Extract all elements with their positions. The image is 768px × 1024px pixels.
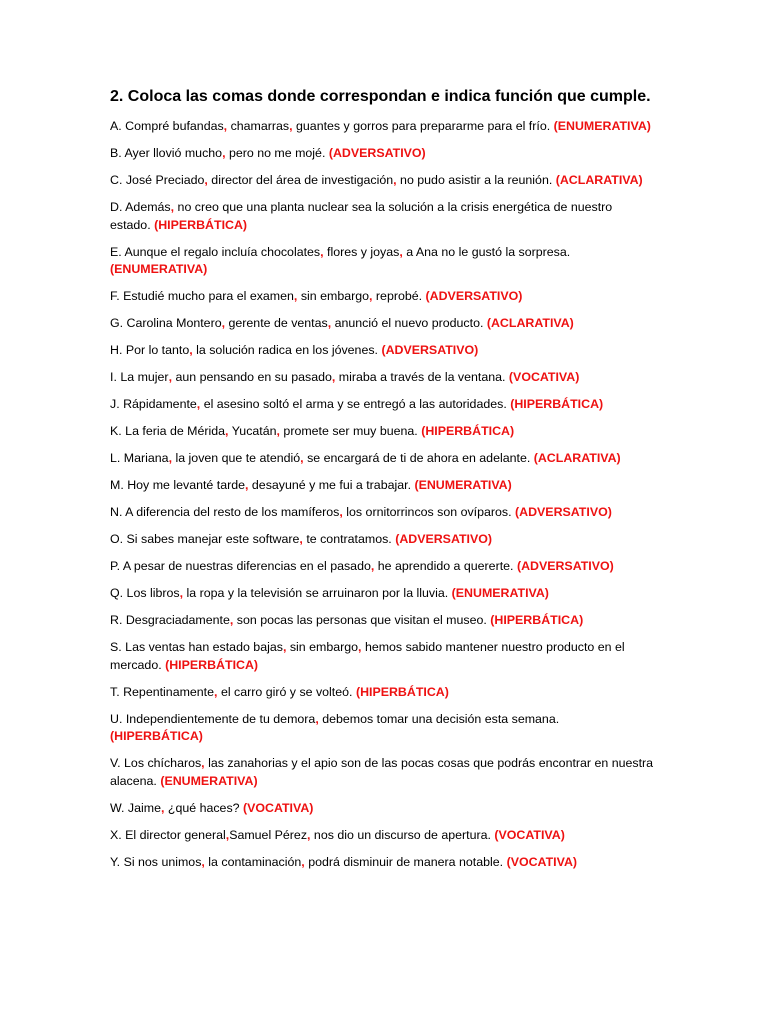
function-tag: (HIPERBÁTICA) <box>421 424 515 438</box>
exercise-item <box>110 315 655 333</box>
exercise-item <box>110 684 655 702</box>
sentence-text: Yucatán <box>231 424 277 438</box>
function-tag: (HIPERBÁTICA) <box>490 613 584 627</box>
item-letter: E. <box>110 244 122 259</box>
sentence-text: Por lo tanto <box>125 343 190 357</box>
sentence-text: Mariana <box>123 451 169 465</box>
inserted-comma: , <box>320 244 324 259</box>
exercise-item <box>110 531 655 549</box>
sentence-text: Carolina Montero <box>126 316 222 330</box>
function-tag: (ENUMERATIVA) <box>160 773 258 788</box>
inserted-comma: , <box>201 756 205 770</box>
exercise-item <box>110 369 655 387</box>
item-letter: A. <box>110 119 122 133</box>
function-tag: (HIPERBÁTICA) <box>510 397 604 411</box>
function-tag: (ENUMERATIVA) <box>110 262 208 276</box>
exercise-item <box>110 854 655 872</box>
sentence-text: La feria de Mérida <box>125 424 226 438</box>
sentence-text: las zanahorias y el apio son de las pocas cosas que podrás encontrar en nuestra alacena. <box>110 756 654 788</box>
sentence-text: la joven que te atendió <box>175 451 301 465</box>
item-letter: T. <box>110 684 120 699</box>
inserted-comma: , <box>168 370 173 384</box>
exercise-item <box>110 423 655 441</box>
inserted-comma: , <box>170 200 175 214</box>
exercise-item <box>110 118 655 136</box>
exercise-item <box>110 172 655 190</box>
sentence-text: director del área de investigación <box>211 173 394 187</box>
sentence-text: reprobé. <box>375 289 423 303</box>
function-tag: (ADVERSATIVO) <box>515 505 612 519</box>
sentence-text: la ropa y la televisión se arruinaron por la lluvia. <box>186 586 449 600</box>
item-letter: U. <box>110 711 123 726</box>
item-letter: S. <box>110 640 122 654</box>
sentence-text: te contratamos. <box>306 532 392 546</box>
item-letter: O. <box>110 532 124 546</box>
document-page <box>110 86 655 881</box>
sentence-text: José Preciado <box>125 173 205 187</box>
inserted-comma: , <box>315 711 319 726</box>
inserted-comma: , <box>229 613 234 627</box>
exercise-item <box>110 288 655 306</box>
item-letter: I. <box>110 370 117 384</box>
sentence-text: se encargará de ti de ahora en adelante. <box>307 451 531 465</box>
inserted-comma: , <box>179 586 184 600</box>
inserted-comma: , <box>225 827 230 842</box>
exercise-item <box>110 145 655 163</box>
item-letter: Y. <box>110 854 121 869</box>
inserted-comma: , <box>399 244 403 259</box>
exercise-item <box>110 558 655 576</box>
exercise-title: 2. Coloca las comas donde correspondan e indica función que cumple. <box>110 88 651 105</box>
sentence-text: Jaime <box>127 800 161 815</box>
exercise-item <box>110 827 655 845</box>
sentence-text: podrá disminuir de manera notable. <box>308 854 504 869</box>
inserted-comma: , <box>223 119 228 133</box>
sentence-text: El director general <box>125 827 226 842</box>
exercise-item <box>110 450 655 468</box>
inserted-comma: , <box>299 532 303 546</box>
item-letter: X. <box>110 827 122 842</box>
item-letter: M. <box>110 478 124 492</box>
sentence-text: Los libros <box>126 586 180 600</box>
function-tag: (ADVERSATIVO) <box>381 343 479 357</box>
exercise-item <box>110 199 655 234</box>
exercise-list <box>110 118 655 871</box>
inserted-comma: , <box>221 316 226 330</box>
function-tag: (ACLARATIVA) <box>486 316 574 330</box>
sentence-text: miraba a través de la ventana. <box>338 370 506 384</box>
exercise-item <box>110 477 655 495</box>
inserted-comma: , <box>358 640 362 654</box>
exercise-item <box>110 585 655 603</box>
sentence-text: A pesar de nuestras diferencias en el pasado <box>122 559 371 573</box>
sentence-text: sin embargo <box>300 289 370 303</box>
exercise-item <box>110 755 655 790</box>
sentence-text: ¿qué haces? <box>167 800 240 815</box>
exercise-item <box>110 800 655 818</box>
sentence-text: Si nos unimos <box>123 854 202 869</box>
function-tag: (ADVERSATIVO) <box>328 146 426 160</box>
sentence-text: los ornitorrincos son ovíparos. <box>346 505 512 519</box>
function-tag: (VOCATIVA) <box>506 854 578 869</box>
sentence-text: la solución radica en los jóvenes. <box>196 343 378 357</box>
inserted-comma: , <box>327 316 332 330</box>
inserted-comma: , <box>300 451 304 465</box>
sentence-text: Independientemente de tu demora <box>125 711 316 726</box>
sentence-text: debemos tomar una decisión esta semana. <box>322 711 560 726</box>
function-tag: (ACLARATIVA) <box>533 451 621 465</box>
inserted-comma: , <box>339 505 343 519</box>
inserted-comma: , <box>204 173 208 187</box>
sentence-text: Aunque el regalo incluía chocolates <box>124 244 321 259</box>
exercise-item <box>110 396 655 414</box>
function-tag: (HIPERBÁTICA) <box>165 657 259 672</box>
item-letter: H. <box>110 343 123 357</box>
inserted-comma: , <box>225 424 229 438</box>
sentence-text: Los chícharos <box>124 756 202 770</box>
function-tag: (HIPERBÁTICA) <box>154 217 248 232</box>
sentence-text: hemos sabido mantener nuestro producto en el mercado. <box>110 640 625 672</box>
sentence-text: anunció el nuevo producto. <box>334 316 484 330</box>
item-letter: W. <box>110 800 125 815</box>
sentence-text: Samuel Pérez <box>229 827 308 842</box>
exercise-item <box>110 711 655 746</box>
function-tag: (ENUMERATIVA) <box>451 586 549 600</box>
item-letter: D. <box>110 200 123 214</box>
inserted-comma: , <box>393 173 397 187</box>
exercise-item <box>110 244 655 279</box>
item-letter: K. <box>110 424 122 438</box>
inserted-comma: , <box>168 451 173 465</box>
function-tag: (HIPERBÁTICA) <box>355 684 449 699</box>
exercise-item <box>110 342 655 360</box>
function-tag: (ADVERSATIVO) <box>425 289 523 303</box>
inserted-comma: , <box>307 827 311 842</box>
sentence-text: promete ser muy buena. <box>283 424 418 438</box>
inserted-comma: , <box>369 289 373 303</box>
item-letter: C. <box>110 173 123 187</box>
sentence-text: a Ana no le gustó la sorpresa. <box>406 244 571 259</box>
sentence-text: Hoy me levanté tarde <box>127 478 245 492</box>
exercise-item <box>110 639 655 674</box>
sentence-text: pero no me mojé. <box>228 146 326 160</box>
sentence-text: gerente de ventas <box>228 316 328 330</box>
item-letter: P. <box>110 559 121 573</box>
function-tag: (VOCATIVA) <box>242 800 314 815</box>
function-tag: (ACLARATIVA) <box>555 173 643 187</box>
exercise-item <box>110 504 655 522</box>
inserted-comma: , <box>370 559 375 573</box>
sentence-text: aun pensando en su pasado <box>175 370 332 384</box>
inserted-comma: , <box>160 800 165 815</box>
sentence-text: chamarras <box>230 119 290 133</box>
sentence-text: guantes y gorros para prepararme para el frío. <box>296 119 551 133</box>
function-tag: (VOCATIVA) <box>494 827 565 842</box>
function-tag: (VOCATIVA) <box>508 370 580 384</box>
item-letter: F. <box>110 289 120 303</box>
inserted-comma: , <box>201 854 205 869</box>
function-tag: (HIPERBÁTICA) <box>110 729 203 743</box>
inserted-comma: , <box>282 640 287 654</box>
sentence-text: no creo que una planta nuclear sea la solución a la crisis energética de nuestro estado. <box>110 200 613 232</box>
sentence-text: el carro giró y se volteó. <box>220 684 353 699</box>
sentence-text: he aprendido a quererte. <box>377 559 514 573</box>
sentence-text: no pudo asistir a la reunión. <box>400 173 553 187</box>
item-letter: N. <box>110 505 123 519</box>
inserted-comma: , <box>331 370 336 384</box>
sentence-text: Ayer llovió mucho <box>124 146 223 160</box>
sentence-text: son pocas las personas que visitan el museo. <box>236 613 487 627</box>
sentence-text: nos dio un discurso de apertura. <box>313 827 491 842</box>
sentence-text: desayuné y me fui a trabajar. <box>251 478 412 492</box>
sentence-text: Compré bufandas <box>125 119 224 133</box>
sentence-text: la contaminación <box>208 854 302 869</box>
item-letter: V. <box>110 756 121 770</box>
sentence-text: sin embargo <box>289 640 359 654</box>
function-tag: (ENUMERATIVA) <box>553 119 651 133</box>
item-letter: Q. <box>110 586 124 600</box>
sentence-text: Si sabes manejar este software <box>126 532 300 546</box>
inserted-comma: , <box>222 146 226 160</box>
sentence-text: Estudié mucho para el examen <box>123 289 294 303</box>
function-tag: (ENUMERATIVA) <box>414 478 512 492</box>
inserted-comma: , <box>245 478 249 492</box>
inserted-comma: , <box>301 854 305 869</box>
sentence-text: Además <box>125 200 171 214</box>
function-tag: (ADVERSATIVO) <box>395 532 493 546</box>
sentence-text: Rápidamente <box>123 397 197 411</box>
function-tag: (ADVERSATIVO) <box>516 559 614 573</box>
sentence-text: Desgraciadamente <box>125 613 230 627</box>
item-letter: J. <box>110 397 120 411</box>
sentence-text: Repentinamente <box>123 684 215 699</box>
inserted-comma: , <box>214 684 218 699</box>
item-letter: G. <box>110 316 124 330</box>
inserted-comma: , <box>293 289 298 303</box>
item-letter: L. <box>110 451 121 465</box>
exercise-item <box>110 612 655 630</box>
sentence-text: A diferencia del resto de los mamíferos <box>125 505 340 519</box>
inserted-comma: , <box>276 424 280 438</box>
item-letter: R. <box>110 613 123 627</box>
inserted-comma: , <box>189 343 193 357</box>
sentence-text: Las ventas han estado bajas <box>125 640 283 654</box>
item-letter: B. <box>110 146 122 160</box>
sentence-text: La mujer <box>120 370 169 384</box>
inserted-comma: , <box>289 119 293 133</box>
sentence-text: flores y joyas <box>327 244 400 259</box>
sentence-text: el asesino soltó el arma y se entregó a las autoridades. <box>203 397 507 411</box>
inserted-comma: , <box>196 397 201 411</box>
